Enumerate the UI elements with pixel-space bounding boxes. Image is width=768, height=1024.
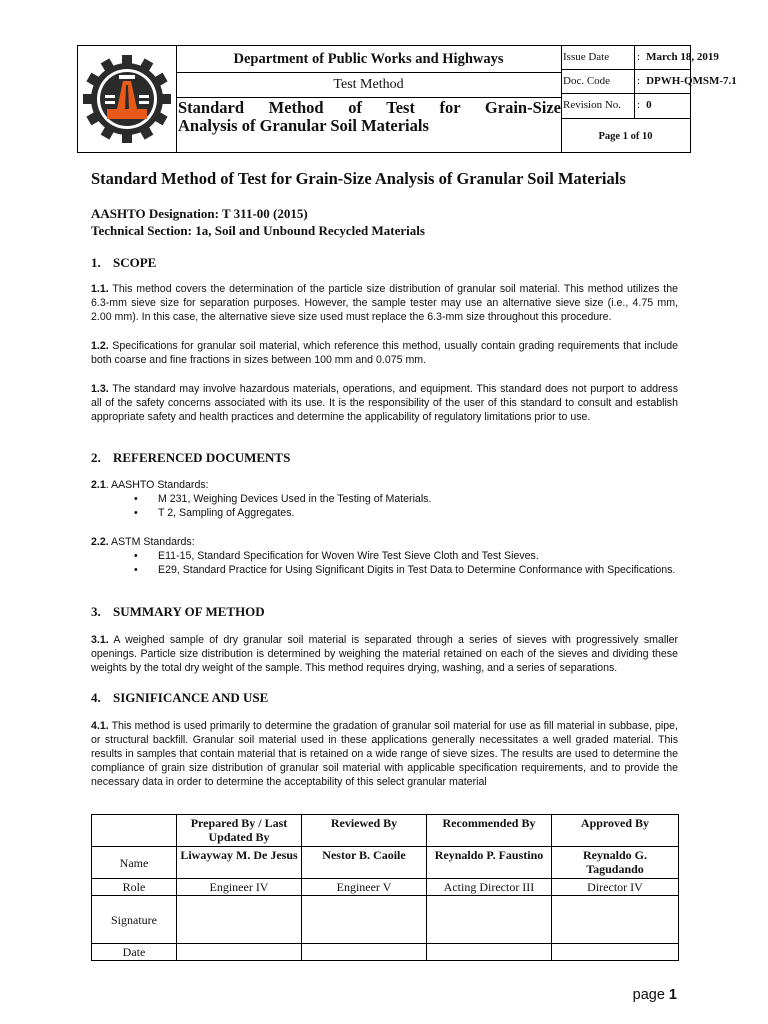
header-title-line-1: Standard Method of Test for Grain-Size (178, 98, 561, 117)
col-reviewed-by: Reviewed By (302, 815, 427, 847)
doc-code-value: : DPWH-QMSM-7.1 (637, 70, 737, 93)
issue-date-value: : March 18, 2019 (637, 46, 719, 69)
paragraph-1-2: 1.2. Specifications for granular soil material, which reference this method, usually contain grading requirements that include both coarse and fine fractions in sizes between 100 mm and 0.075 mm. (91, 340, 678, 366)
dpwh-logo-cell (78, 46, 177, 152)
issue-date-label: Issue Date (563, 51, 610, 63)
page-info: Page 1 of 10 (598, 131, 653, 142)
header-title-line-2: Analysis of Granular Soil Materials (178, 116, 429, 135)
paragraph-2-2: 2.2. ASTM Standards: • E11-15, Standard Specification for Woven Wire Test Sieve Cloth and Test Sieves. • E29, Standard Practice for Using Significant Digits in Test Data to Determine Conformance with Specifications. (91, 535, 678, 577)
name-prepared: Liwayway M. De Jesus (177, 847, 302, 879)
role-reviewed: Engineer V (302, 879, 427, 896)
date-cell (427, 944, 552, 961)
footer-page-label: page (632, 987, 665, 1003)
row-label-signature: Signature (92, 896, 177, 944)
role-prepared: Engineer IV (177, 879, 302, 896)
section-heading-scope: 1. SCOPE (91, 255, 157, 270)
signature-cell (552, 896, 679, 944)
designation-block (91, 205, 425, 239)
footer-page-number: 1 (668, 987, 677, 1003)
page-footer (633, 987, 677, 1003)
paragraph-4-1: 4.1. This method is used primarily to determine the gradation of granular soil material for use as fill material in subbase, pipe, or structural backfill. Granular soil material used in these applications generally necessitates a well graded material. This results in samples that contain material that is retained on a wide range of sieve sizes. The results are used to determine the compliance of grain size distribution of granular soil material with applicable specification requirements, and to provide the necessary data in order to determine the acceptability of this select granular material (91, 720, 678, 788)
issue-date-row (561, 46, 719, 70)
col-prepared-by: Prepared By / Last Updated By (177, 815, 302, 847)
section-heading-summary: 3. SUMMARY OF METHOD (91, 604, 265, 619)
name-recommended: Reynaldo P. Faustino (427, 847, 552, 879)
department-name: Department of Public Works and Highways (176, 46, 561, 73)
date-cell (302, 944, 427, 961)
signature-cell (302, 896, 427, 944)
revision-row (561, 94, 690, 119)
doc-code-row (561, 70, 737, 94)
list-item: • T 2, Sampling of Aggregates. (91, 506, 678, 520)
document-type: Test Method (176, 73, 561, 98)
row-label-role: Role (92, 879, 177, 896)
col-recommended-by: Recommended By (427, 815, 552, 847)
date-cell (552, 944, 679, 961)
role-recommended: Acting Director III (427, 879, 552, 896)
revision-label: Revision No. (563, 99, 622, 111)
paragraph-3-1: 3.1. A weighed sample of dry granular soil material is separated through a series of sieves with progressively smaller openings. Particle size distribution is determined by weighing the material retained on each of the sieves and dividing these weights by the total dry weight of the sample. This method requires drying, washing, and a series of separations. (91, 634, 678, 674)
paragraph-1-3: 1.3. The standard may involve hazardous materials, operations, and equipment. This standard does not purport to address all of the safety concerns associated with its use. It is the responsibility of the user of this standard to consult and establish appropriate safety and health practices and determine the applicability of regulatory limitations prior to use. (91, 383, 678, 423)
date-cell (177, 944, 302, 961)
row-label-name: Name (92, 847, 177, 879)
revision-value: : 0 (637, 94, 652, 117)
document-header (77, 45, 737, 153)
list-item: • E29, Standard Practice for Using Significant Digits in Test Data to Determine Conformance with Specifications. (91, 563, 678, 577)
role-approved: Director IV (552, 879, 679, 896)
aashto-designation: AASHTO Designation: T 311-00 (2015) (91, 206, 308, 221)
section-heading-referenced-documents: 2. REFERENCED DOCUMENTS (91, 450, 291, 465)
paragraph-1-1: 1.1. This method covers the determination of the particle size distribution of granular soil material. This method utilizes the 6.3-mm sieve size for separation purposes. However, the sample tester may use an alternative sieve size (i.e., 4.75 mm, 2.00 mm). In this case, the alternative sieve size used must replace the 6.3-mm size throughout this procedure. (91, 283, 678, 323)
signature-cell (427, 896, 552, 944)
doc-code-label: Doc. Code (563, 75, 611, 87)
row-label-date: Date (92, 944, 177, 961)
name-approved: Reynaldo G. Tagudando (552, 847, 679, 879)
dpwh-logo-icon (78, 46, 176, 152)
list-item: • M 231, Weighing Devices Used in the Testing of Materials. (91, 492, 678, 506)
list-item: • E11-15, Standard Specification for Woven Wire Test Sieve Cloth and Test Sieves. (91, 549, 678, 563)
signature-table (91, 814, 679, 961)
header-title (176, 98, 561, 135)
technical-section: Technical Section: 1a, Soil and Unbound Recycled Materials (91, 223, 425, 238)
col-approved-by: Approved By (552, 815, 679, 847)
paragraph-2-1: 2.1. AASHTO Standards: • M 231, Weighing Devices Used in the Testing of Materials. • T 2, Sampling of Aggregates. (91, 478, 678, 520)
section-heading-significance: 4. SIGNIFICANCE AND USE (91, 690, 269, 705)
name-reviewed: Nestor B. Caoile (302, 847, 427, 879)
signature-cell (177, 896, 302, 944)
document-title: Standard Method of Test for Grain-Size Analysis of Granular Soil Materials (91, 169, 626, 188)
